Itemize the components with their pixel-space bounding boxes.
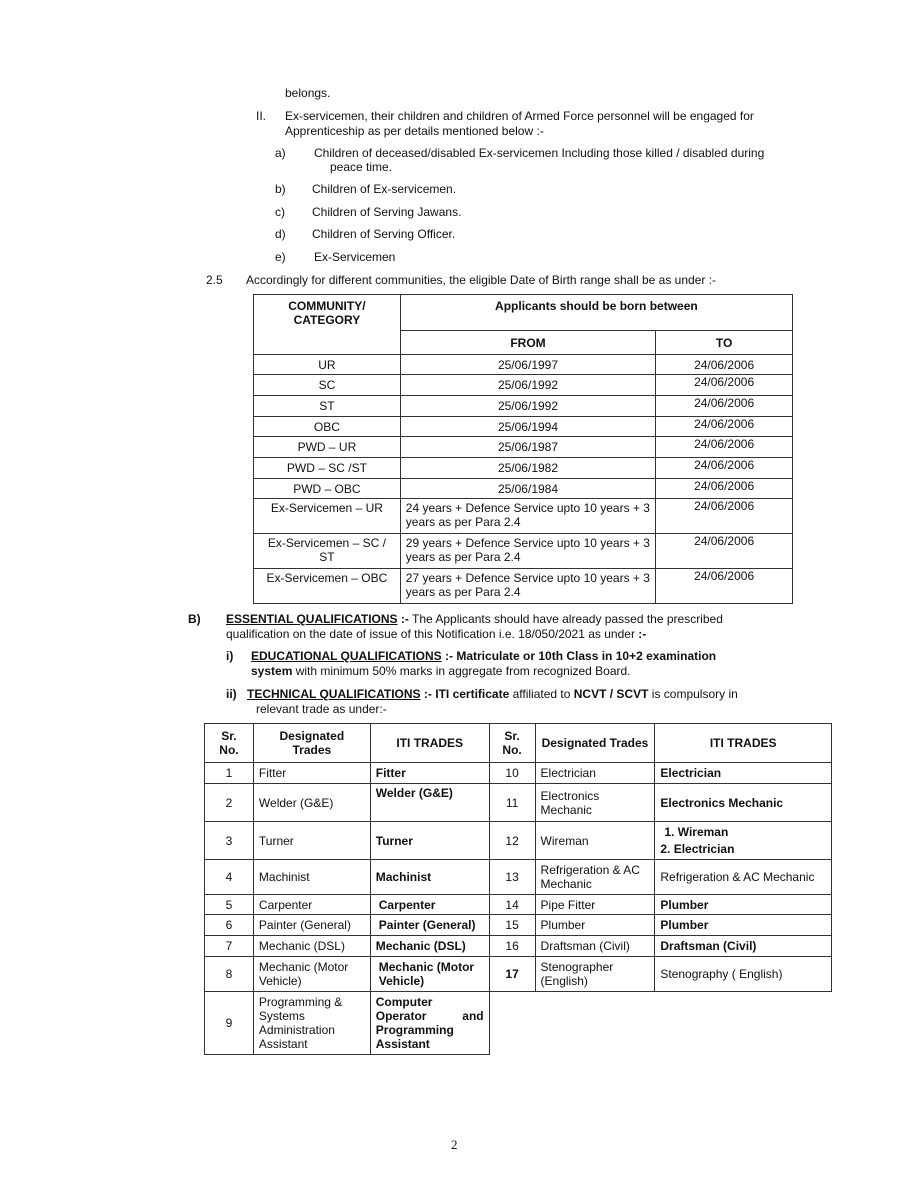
- cell-sr: 13: [489, 860, 535, 895]
- tech-heading: TECHNICAL QUALIFICATIONS: [247, 687, 421, 701]
- cell-category: Ex-Servicemen – UR: [254, 499, 401, 534]
- table-row: [205, 957, 832, 992]
- section-b-line2-end: :-: [638, 627, 647, 641]
- subitem-text: Children of Serving Jawans.: [312, 205, 462, 219]
- cell-to: 24/06/2006: [656, 355, 793, 375]
- cell-designated: Mechanic (Motor Vehicle): [253, 957, 370, 992]
- table-row: [254, 458, 793, 479]
- col-header-sr: Sr. No.: [205, 724, 254, 763]
- cell-iti: Computer Operator and Programming Assistant: [370, 992, 489, 1055]
- subitem-text: Children of Serving Officer.: [312, 227, 456, 241]
- cell-iti: Electrician: [655, 763, 832, 784]
- tech-number: ii): [226, 687, 237, 701]
- cell-designated: Refrigeration & AC Mechanic: [535, 860, 655, 895]
- table-row: [254, 417, 793, 437]
- col-header-group: Applicants should be born between: [400, 295, 792, 331]
- cell-iti: Painter (General): [370, 915, 489, 936]
- cell-iti: Welder (G&E): [370, 784, 489, 822]
- cell-iti: Refrigeration & AC Mechanic: [655, 860, 832, 895]
- table-row: [205, 822, 832, 860]
- cell-from: 25/06/1984: [400, 479, 655, 499]
- section-b-separator: :-: [397, 612, 409, 626]
- cell-category: PWD – SC /ST: [254, 458, 401, 479]
- section-text: Accordingly for different communities, the eligible Date of Birth range shall be as under :-: [246, 273, 717, 287]
- cell-to: 24/06/2006: [656, 479, 793, 499]
- section-b-line2-text: qualification on the date of issue of this Notification i.e. 18/050/2021 as under: [226, 627, 639, 641]
- table-row: [254, 479, 793, 499]
- cell-sr: 5: [205, 895, 254, 915]
- subitem-text: Children of deceased/disabled Ex-servicemen Including those killed / disabled during: [314, 146, 765, 160]
- cell-category: Ex-Servicemen – OBC: [254, 569, 401, 604]
- subitem-letter: c): [275, 205, 285, 219]
- col-header-sr: Sr. No.: [489, 724, 535, 763]
- trades-table: [204, 723, 832, 1055]
- table-row: [254, 375, 793, 396]
- cell-to: 24/06/2006: [656, 458, 793, 479]
- cell-iti: Mechanic (Motor Vehicle): [370, 957, 489, 992]
- cell-sr: 6: [205, 915, 254, 936]
- cell-sr: 10: [489, 763, 535, 784]
- tech-line2: relevant trade as under:-: [256, 702, 387, 716]
- col-header-to: TO: [656, 331, 793, 355]
- dob-range-table: [253, 294, 793, 604]
- tech-line1: [247, 687, 774, 701]
- cell-iti-line: 1. Wireman: [664, 824, 729, 839]
- section-b-text: The Applicants should have already passed the prescribed: [408, 612, 723, 626]
- edu-line2-text: with minimum 50% marks in aggregate from recognized Board.: [292, 664, 631, 678]
- subitem-letter: e): [275, 250, 286, 264]
- table-row: [205, 992, 832, 1055]
- table-row: [205, 784, 832, 822]
- table-row: [205, 915, 832, 936]
- cell-iti: Plumber: [655, 895, 832, 915]
- table-row: [205, 860, 832, 895]
- cell-sr: 7: [205, 936, 254, 957]
- cell-designated: Electronics Mechanic: [535, 784, 655, 822]
- table-row: [254, 534, 793, 569]
- cell-iti: Electronics Mechanic: [655, 784, 832, 822]
- cell-designated: Wireman: [535, 822, 655, 860]
- edu-heading: EDUCATIONAL QUALIFICATIONS: [251, 649, 442, 663]
- table-row: [254, 437, 793, 458]
- cell-iti: Machinist: [370, 860, 489, 895]
- table-row: [205, 936, 832, 957]
- col-header-iti: ITI TRADES: [370, 724, 489, 763]
- cell-designated: Fitter: [253, 763, 370, 784]
- cell-iti: Turner: [370, 822, 489, 860]
- tech-b2: NCVT / SCVT: [573, 687, 649, 701]
- edu-line2-bold: system: [251, 664, 293, 678]
- empty-cell: [489, 992, 831, 1055]
- col-header-iti: ITI TRADES: [655, 724, 832, 763]
- tech-b1: ITI certificate: [435, 687, 510, 701]
- cell-iti-line: 2. Electrician: [660, 841, 735, 856]
- cell-sr: 4: [205, 860, 254, 895]
- cell-from: 27 years + Defence Service upto 10 years + 3 years as per Para 2.4: [400, 569, 655, 604]
- cell-designated: Mechanic (DSL): [253, 936, 370, 957]
- table-row: [205, 895, 832, 915]
- edu-number: i): [226, 649, 234, 663]
- section-b-line2: [226, 627, 646, 641]
- section-b-line1: [226, 612, 785, 626]
- cell-sr: 11: [489, 784, 535, 822]
- cell-to: 24/06/2006: [656, 534, 793, 569]
- cell-designated: Turner: [253, 822, 370, 860]
- cell-designated: Electrician: [535, 763, 655, 784]
- cell-sr: 14: [489, 895, 535, 915]
- cell-designated: Machinist: [253, 860, 370, 895]
- cell-to: 24/06/2006: [656, 569, 793, 604]
- cell-category: Ex-Servicemen – SC / ST: [254, 534, 401, 569]
- cell-sr: 12: [489, 822, 535, 860]
- section-b-label: B): [188, 612, 201, 626]
- cell-sr: 15: [489, 915, 535, 936]
- subitem-letter: d): [275, 227, 286, 241]
- col-header-from: FROM: [400, 331, 655, 355]
- table-row: [254, 569, 793, 604]
- cell-iti: Plumber: [655, 915, 832, 936]
- cell-sr: 16: [489, 936, 535, 957]
- cell-designated: Plumber: [535, 915, 655, 936]
- table-row: [205, 763, 832, 784]
- cell-sr: 9: [205, 992, 254, 1055]
- cell-iti: [655, 822, 832, 860]
- cell-iti: Draftsman (Civil): [655, 936, 832, 957]
- table-row: [254, 355, 793, 375]
- table-row: [254, 396, 793, 417]
- cell-designated: Programming & Systems Administration Assistant: [253, 992, 370, 1055]
- subitem-letter: a): [275, 146, 286, 160]
- cell-to: 24/06/2006: [656, 437, 793, 458]
- subitem-text: Children of Ex-servicemen.: [312, 182, 457, 196]
- col-header-designated: Designated Trades: [253, 724, 370, 763]
- tech-separator: :-: [420, 687, 436, 701]
- cell-from: 29 years + Defence Service upto 10 years + 3 years as per Para 2.4: [400, 534, 655, 569]
- edu-line1: [251, 649, 716, 663]
- cell-designated: Pipe Fitter: [535, 895, 655, 915]
- cell-category: UR: [254, 355, 401, 375]
- cell-from: 25/06/1992: [400, 375, 655, 396]
- edu-separator: :-: [441, 649, 457, 663]
- cell-to: 24/06/2006: [656, 417, 793, 437]
- cell-to: 24/06/2006: [656, 375, 793, 396]
- edu-line2: [251, 664, 631, 678]
- cell-from: 24 years + Defence Service upto 10 years + 3 years as per Para 2.4: [400, 499, 655, 534]
- edu-bold-text: Matriculate or 10th Class in 10+2 examination: [456, 649, 717, 663]
- table-row: [254, 499, 793, 534]
- page-number: 2: [451, 1137, 458, 1152]
- subitem-text: Ex-Servicemen: [314, 250, 396, 264]
- subitem-letter: b): [275, 182, 286, 196]
- cell-iti: Stenography ( English): [655, 957, 832, 992]
- item-ii-line1: Ex-servicemen, their children and children of Armed Force personnel will be engaged for: [285, 109, 754, 123]
- col-header-community: COMMUNITY/ CATEGORY: [254, 295, 401, 355]
- cell-iti: Mechanic (DSL): [370, 936, 489, 957]
- cell-category: PWD – OBC: [254, 479, 401, 499]
- col-header-designated: Designated Trades: [535, 724, 655, 763]
- cell-designated: Stenographer (English): [535, 957, 655, 992]
- subitem-text: peace time.: [330, 160, 393, 174]
- cell-sr: 1: [205, 763, 254, 784]
- cell-sr: 2: [205, 784, 254, 822]
- cell-from: 25/06/1992: [400, 396, 655, 417]
- continued-text: belongs.: [285, 86, 331, 100]
- cell-sr: 8: [205, 957, 254, 992]
- item-ii-line2: Apprenticeship as per details mentioned below :-: [285, 124, 544, 138]
- cell-category: ST: [254, 396, 401, 417]
- cell-sr: 3: [205, 822, 254, 860]
- item-ii-number: II.: [256, 109, 267, 123]
- cell-to: 24/06/2006: [656, 396, 793, 417]
- cell-designated: Welder (G&E): [253, 784, 370, 822]
- cell-from: 25/06/1982: [400, 458, 655, 479]
- section-b-heading: ESSENTIAL QUALIFICATIONS: [226, 612, 398, 626]
- cell-category: SC: [254, 375, 401, 396]
- cell-to: 24/06/2006: [656, 499, 793, 534]
- cell-from: 25/06/1987: [400, 437, 655, 458]
- tech-t1: affiliated to: [509, 687, 574, 701]
- cell-designated: Painter (General): [253, 915, 370, 936]
- cell-iti: Carpenter: [370, 895, 489, 915]
- cell-designated: Carpenter: [253, 895, 370, 915]
- tech-t2: is compulsory in: [648, 687, 738, 701]
- cell-category: PWD – UR: [254, 437, 401, 458]
- cell-iti: Fitter: [370, 763, 489, 784]
- cell-category: OBC: [254, 417, 401, 437]
- section-number: 2.5: [206, 273, 223, 287]
- cell-sr: 17: [489, 957, 535, 992]
- cell-designated: Draftsman (Civil): [535, 936, 655, 957]
- cell-from: 25/06/1994: [400, 417, 655, 437]
- cell-from: 25/06/1997: [400, 355, 655, 375]
